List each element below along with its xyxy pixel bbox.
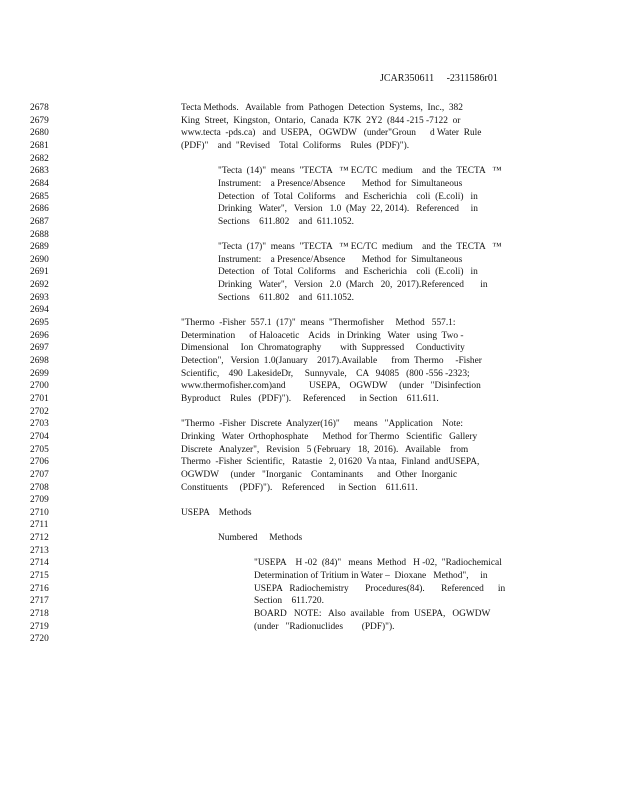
line-number: 2705: [30, 444, 49, 455]
line-number: 2712: [30, 533, 49, 544]
line-number: 2700: [30, 381, 49, 392]
line-number: 2691: [30, 267, 49, 278]
line-number: 2686: [30, 204, 49, 215]
text-line: Determination of Haloacetic Acids in Drinking Water using Two -: [181, 330, 464, 341]
line-number: 2716: [30, 583, 49, 594]
text-line: Sections 611.802 and 611.1052.: [218, 292, 355, 303]
text-line: "Thermo -Fisher Discrete Analyzer(16)" means "Application Note:: [181, 419, 463, 430]
document-id: JCAR350611 -2311586r01: [380, 73, 498, 84]
line-number: 2714: [30, 558, 49, 569]
text-line: Thermo -Fisher Scientific, Ratastie 2, 01620 Va ntaa, Finland andUSEPA,: [181, 457, 480, 468]
line-number: 2683: [30, 166, 49, 177]
text-line: Drinking Water Orthophosphate Method for Thermo Scientific Gallery: [181, 431, 478, 442]
line-number: 2708: [30, 482, 49, 493]
text-line: Detection of Total Coliforms and Escherichia coli (E.coli) in: [218, 191, 478, 202]
line-number: 2678: [30, 103, 49, 113]
line-number: 2697: [30, 343, 49, 354]
line-number: 2713: [30, 545, 49, 556]
line-number: 2685: [30, 191, 49, 202]
text-line: Discrete Analyzer", Revision 5 (February 18, 2016). Available from: [181, 444, 469, 455]
line-number: 2679: [30, 115, 49, 126]
text-line: "USEPA H -02 (84)" means Method H -02, "Radiochemical: [254, 558, 502, 569]
text-line: Drinking Water", Version 1.0 (May 22, 2014). Referenced in: [218, 204, 478, 215]
line-number: 2699: [30, 368, 49, 379]
text-line: Instrument: a Presence/Absence Method for Simultaneous: [218, 178, 463, 189]
text-line: Tecta Methods. Available from Pathogen Detection Systems, Inc., 382: [181, 103, 463, 113]
line-number: 2684: [30, 178, 49, 189]
line-number: 2681: [30, 140, 49, 151]
line-number: 2711: [30, 520, 49, 531]
text-line: "Tecta (17)" means "TECTA ™ EC/TC medium and the TECTA ™: [218, 242, 502, 253]
text-line: USEPA Radiochemistry Procedures(84). Referenced in: [254, 583, 506, 594]
line-number: 2687: [30, 216, 49, 227]
line-number: 2715: [30, 571, 49, 582]
line-number: 2707: [30, 469, 49, 480]
line-number: 2719: [30, 621, 49, 632]
text-line: Section 611.720.: [254, 596, 324, 607]
line-number: 2690: [30, 254, 49, 265]
text-line: Instrument: a Presence/Absence Method for Simultaneous: [218, 254, 463, 265]
line-number: 2703: [30, 419, 49, 430]
text-line: Constituents (PDF)"). Referenced in Section 611.611.: [181, 482, 418, 493]
text-line: Dimensional Ion Chromatography with Suppressed Conductivity: [181, 343, 465, 354]
line-number: 2695: [30, 318, 49, 329]
text-line: www.thermofisher.com)and USEPA, OGWDW (under "Disinfection: [181, 381, 481, 392]
text-line: (under "Radionuclides (PDF)").: [254, 621, 395, 632]
text-line: USEPA Methods: [181, 507, 252, 518]
line-number: 2720: [30, 634, 49, 645]
text-line: Byproduct Rules (PDF)"). Referenced in Section 611.611.: [181, 393, 439, 404]
line-number: 2704: [30, 431, 49, 442]
line-number: 2694: [30, 305, 49, 316]
text-line: "Thermo -Fisher 557.1 (17)" means "Thermofisher Method 557.1:: [181, 318, 456, 329]
text-line: Numbered Methods: [218, 533, 303, 544]
line-number: 2693: [30, 292, 49, 303]
text-line: Drinking Water", Version 2.0 (March 20, 2017).Referenced in: [218, 280, 488, 291]
text-line: Determination of Tritium in Water – Dioxane Method", in: [254, 571, 488, 582]
text-line: www.tecta -pds.ca) and USEPA, OGWDW (under"Groun d Water Rule: [181, 128, 482, 139]
text-line: OGWDW (under "Inorganic Contaminants and Other Inorganic: [181, 469, 458, 480]
line-number: 2696: [30, 330, 49, 341]
line-number: 2692: [30, 280, 49, 291]
line-number: 2702: [30, 406, 49, 417]
line-number: 2689: [30, 242, 49, 253]
line-number: 2688: [30, 229, 49, 240]
line-number: 2718: [30, 609, 49, 619]
line-number: 2706: [30, 457, 49, 468]
text-line: King Street, Kingston, Ontario, Canada K7K 2Y2 (844 -215 -7122 or: [181, 115, 461, 126]
line-number: 2698: [30, 356, 49, 366]
line-number: 2701: [30, 393, 49, 404]
line-number: 2682: [30, 153, 49, 164]
text-line: Scientific, 490 LakesideDr, Sunnyvale, CA 94085 (800 -556 -2323;: [181, 368, 470, 379]
line-number: 2710: [30, 507, 49, 518]
line-number: 2680: [30, 128, 49, 139]
text-line: Sections 611.802 and 611.1052.: [218, 216, 355, 227]
text-line: Detection of Total Coliforms and Escherichia coli (E.coli) in: [218, 267, 478, 278]
line-number: 2717: [30, 596, 49, 607]
text-line: "Tecta (14)" means "TECTA ™ EC/TC medium and the TECTA ™: [218, 166, 502, 177]
text-line: BOARD NOTE: Also available from USEPA, OGWDW: [254, 609, 491, 619]
text-line: (PDF)" and "Revised Total Coliforms Rules (PDF)").: [181, 140, 410, 151]
line-number: 2709: [30, 495, 49, 506]
text-line: Detection", Version 1.0(January 2017).Available from Thermo -Fisher: [181, 356, 482, 366]
